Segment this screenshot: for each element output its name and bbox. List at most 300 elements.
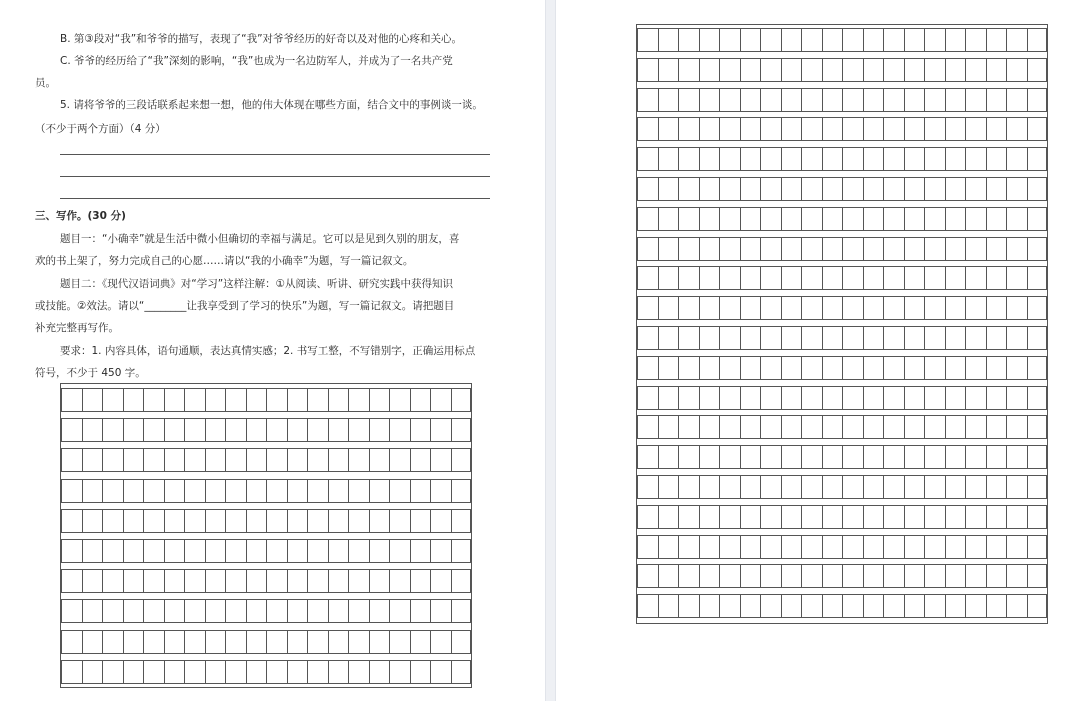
grid-cell[interactable] bbox=[658, 505, 679, 529]
grid-cell[interactable] bbox=[965, 296, 986, 320]
grid-cell[interactable] bbox=[781, 88, 802, 112]
grid-cell[interactable] bbox=[740, 415, 761, 439]
grid-cell[interactable] bbox=[883, 564, 904, 588]
grid-cell[interactable] bbox=[781, 117, 802, 141]
grid-cell[interactable] bbox=[637, 505, 658, 529]
grid-cell[interactable] bbox=[822, 147, 843, 171]
grid-cell[interactable] bbox=[369, 569, 390, 593]
grid-cell[interactable] bbox=[328, 418, 349, 442]
grid-cell[interactable] bbox=[430, 479, 451, 503]
grid-cell[interactable] bbox=[842, 177, 863, 201]
grid-cell[interactable] bbox=[678, 445, 699, 469]
grid-cell[interactable] bbox=[266, 509, 287, 533]
grid-cell[interactable] bbox=[986, 237, 1007, 261]
grid-cell[interactable] bbox=[781, 505, 802, 529]
grid-cell[interactable] bbox=[842, 594, 863, 618]
grid-cell[interactable] bbox=[410, 539, 431, 563]
grid-cell[interactable] bbox=[760, 594, 781, 618]
grid-cell[interactable] bbox=[410, 599, 431, 623]
grid-cell[interactable] bbox=[1006, 117, 1027, 141]
grid-cell[interactable] bbox=[904, 147, 925, 171]
grid-cell[interactable] bbox=[369, 388, 390, 412]
grid-cell[interactable] bbox=[369, 418, 390, 442]
grid-cell[interactable] bbox=[842, 445, 863, 469]
grid-cell[interactable] bbox=[781, 415, 802, 439]
grid-cell[interactable] bbox=[883, 266, 904, 290]
grid-cell[interactable] bbox=[164, 479, 185, 503]
grid-cell[interactable] bbox=[61, 509, 82, 533]
grid-cell[interactable] bbox=[246, 418, 267, 442]
grid-cell[interactable] bbox=[740, 356, 761, 380]
grid-cell[interactable] bbox=[924, 445, 945, 469]
grid-cell[interactable] bbox=[328, 569, 349, 593]
grid-cell[interactable] bbox=[389, 448, 410, 472]
grid-cell[interactable] bbox=[781, 237, 802, 261]
grid-cell[interactable] bbox=[965, 535, 986, 559]
grid-cell[interactable] bbox=[965, 475, 986, 499]
grid-cell[interactable] bbox=[82, 539, 103, 563]
grid-cell[interactable] bbox=[451, 388, 472, 412]
grid-cell[interactable] bbox=[924, 564, 945, 588]
grid-cell[interactable] bbox=[986, 207, 1007, 231]
grid-cell[interactable] bbox=[719, 326, 740, 350]
grid-cell[interactable] bbox=[307, 599, 328, 623]
grid-cell[interactable] bbox=[945, 147, 966, 171]
grid-cell[interactable] bbox=[287, 630, 308, 654]
grid-cell[interactable] bbox=[123, 448, 144, 472]
grid-cell[interactable] bbox=[328, 630, 349, 654]
grid-cell[interactable] bbox=[205, 539, 226, 563]
grid-cell[interactable] bbox=[389, 388, 410, 412]
grid-cell[interactable] bbox=[658, 356, 679, 380]
grid-cell[interactable] bbox=[678, 386, 699, 410]
grid-cell[interactable] bbox=[699, 28, 720, 52]
grid-cell[interactable] bbox=[699, 326, 720, 350]
grid-cell[interactable] bbox=[451, 448, 472, 472]
grid-cell[interactable] bbox=[904, 28, 925, 52]
grid-cell[interactable] bbox=[102, 479, 123, 503]
grid-cell[interactable] bbox=[102, 418, 123, 442]
grid-cell[interactable] bbox=[389, 418, 410, 442]
grid-cell[interactable] bbox=[801, 237, 822, 261]
grid-cell[interactable] bbox=[410, 418, 431, 442]
grid-cell[interactable] bbox=[945, 326, 966, 350]
grid-cell[interactable] bbox=[637, 386, 658, 410]
grid-cell[interactable] bbox=[883, 356, 904, 380]
grid-cell[interactable] bbox=[389, 569, 410, 593]
grid-cell[interactable] bbox=[904, 117, 925, 141]
grid-cell[interactable] bbox=[740, 505, 761, 529]
grid-cell[interactable] bbox=[246, 599, 267, 623]
grid-cell[interactable] bbox=[637, 58, 658, 82]
grid-cell[interactable] bbox=[801, 475, 822, 499]
grid-cell[interactable] bbox=[225, 388, 246, 412]
grid-cell[interactable] bbox=[904, 415, 925, 439]
grid-cell[interactable] bbox=[143, 630, 164, 654]
grid-cell[interactable] bbox=[924, 326, 945, 350]
grid-cell[interactable] bbox=[637, 207, 658, 231]
grid-cell[interactable] bbox=[924, 386, 945, 410]
grid-cell[interactable] bbox=[451, 479, 472, 503]
grid-cell[interactable] bbox=[863, 237, 884, 261]
grid-cell[interactable] bbox=[740, 386, 761, 410]
grid-cell[interactable] bbox=[883, 326, 904, 350]
grid-cell[interactable] bbox=[760, 177, 781, 201]
grid-cell[interactable] bbox=[719, 237, 740, 261]
grid-cell[interactable] bbox=[719, 564, 740, 588]
grid-cell[interactable] bbox=[678, 594, 699, 618]
grid-cell[interactable] bbox=[801, 326, 822, 350]
grid-cell[interactable] bbox=[266, 479, 287, 503]
grid-cell[interactable] bbox=[369, 539, 390, 563]
grid-cell[interactable] bbox=[369, 660, 390, 684]
grid-cell[interactable] bbox=[924, 177, 945, 201]
grid-cell[interactable] bbox=[369, 479, 390, 503]
grid-cell[interactable] bbox=[266, 418, 287, 442]
grid-cell[interactable] bbox=[986, 88, 1007, 112]
grid-cell[interactable] bbox=[801, 296, 822, 320]
grid-cell[interactable] bbox=[246, 630, 267, 654]
grid-cell[interactable] bbox=[678, 535, 699, 559]
grid-cell[interactable] bbox=[904, 88, 925, 112]
grid-cell[interactable] bbox=[822, 207, 843, 231]
grid-cell[interactable] bbox=[801, 356, 822, 380]
grid-cell[interactable] bbox=[348, 660, 369, 684]
grid-cell[interactable] bbox=[822, 505, 843, 529]
grid-cell[interactable] bbox=[143, 599, 164, 623]
grid-cell[interactable] bbox=[863, 266, 884, 290]
grid-cell[interactable] bbox=[924, 266, 945, 290]
grid-cell[interactable] bbox=[822, 296, 843, 320]
grid-cell[interactable] bbox=[924, 475, 945, 499]
grid-cell[interactable] bbox=[164, 539, 185, 563]
grid-cell[interactable] bbox=[451, 660, 472, 684]
grid-cell[interactable] bbox=[719, 28, 740, 52]
grid-cell[interactable] bbox=[863, 356, 884, 380]
grid-cell[interactable] bbox=[102, 539, 123, 563]
grid-cell[interactable] bbox=[924, 58, 945, 82]
grid-cell[interactable] bbox=[719, 266, 740, 290]
grid-cell[interactable] bbox=[719, 58, 740, 82]
grid-cell[interactable] bbox=[883, 237, 904, 261]
grid-cell[interactable] bbox=[430, 599, 451, 623]
grid-cell[interactable] bbox=[266, 539, 287, 563]
grid-cell[interactable] bbox=[678, 415, 699, 439]
grid-cell[interactable] bbox=[246, 388, 267, 412]
grid-cell[interactable] bbox=[945, 296, 966, 320]
grid-cell[interactable] bbox=[123, 630, 144, 654]
grid-cell[interactable] bbox=[719, 207, 740, 231]
grid-cell[interactable] bbox=[760, 28, 781, 52]
grid-cell[interactable] bbox=[945, 564, 966, 588]
grid-cell[interactable] bbox=[658, 564, 679, 588]
grid-cell[interactable] bbox=[863, 505, 884, 529]
grid-cell[interactable] bbox=[287, 418, 308, 442]
grid-cell[interactable] bbox=[61, 448, 82, 472]
grid-cell[interactable] bbox=[678, 177, 699, 201]
grid-cell[interactable] bbox=[842, 326, 863, 350]
grid-cell[interactable] bbox=[699, 147, 720, 171]
grid-cell[interactable] bbox=[658, 147, 679, 171]
grid-cell[interactable] bbox=[822, 58, 843, 82]
grid-cell[interactable] bbox=[965, 147, 986, 171]
grid-cell[interactable] bbox=[945, 58, 966, 82]
grid-cell[interactable] bbox=[123, 388, 144, 412]
grid-cell[interactable] bbox=[1006, 475, 1027, 499]
grid-cell[interactable] bbox=[348, 418, 369, 442]
grid-cell[interactable] bbox=[1006, 326, 1027, 350]
grid-cell[interactable] bbox=[637, 117, 658, 141]
grid-cell[interactable] bbox=[1027, 266, 1048, 290]
grid-cell[interactable] bbox=[924, 415, 945, 439]
grid-cell[interactable] bbox=[1027, 356, 1048, 380]
grid-cell[interactable] bbox=[1006, 564, 1027, 588]
grid-cell[interactable] bbox=[986, 177, 1007, 201]
grid-cell[interactable] bbox=[410, 388, 431, 412]
grid-cell[interactable] bbox=[1006, 207, 1027, 231]
grid-cell[interactable] bbox=[699, 296, 720, 320]
grid-cell[interactable] bbox=[389, 599, 410, 623]
grid-cell[interactable] bbox=[781, 266, 802, 290]
grid-cell[interactable] bbox=[102, 599, 123, 623]
grid-cell[interactable] bbox=[328, 479, 349, 503]
grid-cell[interactable] bbox=[863, 117, 884, 141]
grid-cell[interactable] bbox=[781, 386, 802, 410]
grid-cell[interactable] bbox=[904, 475, 925, 499]
grid-cell[interactable] bbox=[699, 177, 720, 201]
grid-cell[interactable] bbox=[760, 266, 781, 290]
grid-cell[interactable] bbox=[225, 660, 246, 684]
grid-cell[interactable] bbox=[699, 445, 720, 469]
grid-cell[interactable] bbox=[164, 630, 185, 654]
grid-cell[interactable] bbox=[760, 326, 781, 350]
grid-cell[interactable] bbox=[1006, 594, 1027, 618]
grid-cell[interactable] bbox=[61, 418, 82, 442]
grid-cell[interactable] bbox=[760, 505, 781, 529]
grid-cell[interactable] bbox=[781, 296, 802, 320]
grid-cell[interactable] bbox=[883, 415, 904, 439]
grid-cell[interactable] bbox=[430, 630, 451, 654]
grid-cell[interactable] bbox=[678, 296, 699, 320]
grid-cell[interactable] bbox=[389, 539, 410, 563]
grid-cell[interactable] bbox=[246, 509, 267, 533]
grid-cell[interactable] bbox=[863, 28, 884, 52]
grid-cell[interactable] bbox=[307, 569, 328, 593]
grid-cell[interactable] bbox=[1006, 415, 1027, 439]
grid-cell[interactable] bbox=[1027, 535, 1048, 559]
grid-cell[interactable] bbox=[842, 58, 863, 82]
grid-cell[interactable] bbox=[1006, 505, 1027, 529]
grid-cell[interactable] bbox=[719, 475, 740, 499]
grid-cell[interactable] bbox=[842, 415, 863, 439]
grid-cell[interactable] bbox=[883, 58, 904, 82]
grid-cell[interactable] bbox=[781, 147, 802, 171]
grid-cell[interactable] bbox=[699, 88, 720, 112]
grid-cell[interactable] bbox=[740, 207, 761, 231]
grid-cell[interactable] bbox=[842, 296, 863, 320]
grid-cell[interactable] bbox=[801, 505, 822, 529]
grid-cell[interactable] bbox=[822, 117, 843, 141]
grid-cell[interactable] bbox=[205, 660, 226, 684]
grid-cell[interactable] bbox=[184, 388, 205, 412]
grid-cell[interactable] bbox=[740, 535, 761, 559]
grid-cell[interactable] bbox=[740, 58, 761, 82]
grid-cell[interactable] bbox=[801, 177, 822, 201]
grid-cell[interactable] bbox=[410, 660, 431, 684]
grid-cell[interactable] bbox=[801, 535, 822, 559]
grid-cell[interactable] bbox=[307, 660, 328, 684]
grid-cell[interactable] bbox=[740, 117, 761, 141]
grid-cell[interactable] bbox=[842, 237, 863, 261]
grid-cell[interactable] bbox=[740, 266, 761, 290]
grid-cell[interactable] bbox=[822, 266, 843, 290]
grid-cell[interactable] bbox=[883, 296, 904, 320]
grid-cell[interactable] bbox=[740, 564, 761, 588]
grid-cell[interactable] bbox=[430, 448, 451, 472]
grid-cell[interactable] bbox=[637, 356, 658, 380]
grid-cell[interactable] bbox=[740, 88, 761, 112]
grid-cell[interactable] bbox=[965, 117, 986, 141]
grid-cell[interactable] bbox=[904, 564, 925, 588]
grid-cell[interactable] bbox=[658, 535, 679, 559]
grid-cell[interactable] bbox=[164, 660, 185, 684]
grid-cell[interactable] bbox=[658, 207, 679, 231]
grid-cell[interactable] bbox=[842, 207, 863, 231]
grid-cell[interactable] bbox=[822, 475, 843, 499]
grid-cell[interactable] bbox=[1006, 88, 1027, 112]
grid-cell[interactable] bbox=[1027, 415, 1048, 439]
grid-cell[interactable] bbox=[883, 475, 904, 499]
grid-cell[interactable] bbox=[61, 388, 82, 412]
grid-cell[interactable] bbox=[287, 509, 308, 533]
grid-cell[interactable] bbox=[986, 386, 1007, 410]
grid-cell[interactable] bbox=[184, 599, 205, 623]
grid-cell[interactable] bbox=[1006, 356, 1027, 380]
grid-cell[interactable] bbox=[904, 207, 925, 231]
grid-cell[interactable] bbox=[945, 356, 966, 380]
grid-cell[interactable] bbox=[164, 509, 185, 533]
grid-cell[interactable] bbox=[945, 386, 966, 410]
grid-cell[interactable] bbox=[184, 539, 205, 563]
grid-cell[interactable] bbox=[1027, 594, 1048, 618]
grid-cell[interactable] bbox=[924, 147, 945, 171]
grid-cell[interactable] bbox=[801, 117, 822, 141]
grid-cell[interactable] bbox=[82, 599, 103, 623]
grid-cell[interactable] bbox=[225, 448, 246, 472]
grid-cell[interactable] bbox=[1027, 326, 1048, 350]
grid-cell[interactable] bbox=[637, 266, 658, 290]
grid-cell[interactable] bbox=[760, 237, 781, 261]
grid-cell[interactable] bbox=[740, 147, 761, 171]
grid-cell[interactable] bbox=[945, 88, 966, 112]
grid-cell[interactable] bbox=[225, 539, 246, 563]
grid-cell[interactable] bbox=[1027, 177, 1048, 201]
grid-cell[interactable] bbox=[986, 356, 1007, 380]
grid-cell[interactable] bbox=[822, 445, 843, 469]
grid-cell[interactable] bbox=[451, 599, 472, 623]
grid-cell[interactable] bbox=[164, 418, 185, 442]
grid-cell[interactable] bbox=[61, 539, 82, 563]
grid-cell[interactable] bbox=[225, 630, 246, 654]
grid-cell[interactable] bbox=[781, 177, 802, 201]
grid-cell[interactable] bbox=[965, 415, 986, 439]
grid-cell[interactable] bbox=[164, 388, 185, 412]
grid-cell[interactable] bbox=[225, 509, 246, 533]
grid-cell[interactable] bbox=[205, 418, 226, 442]
grid-cell[interactable] bbox=[842, 88, 863, 112]
grid-cell[interactable] bbox=[61, 479, 82, 503]
grid-cell[interactable] bbox=[348, 569, 369, 593]
grid-cell[interactable] bbox=[699, 237, 720, 261]
grid-cell[interactable] bbox=[678, 207, 699, 231]
grid-cell[interactable] bbox=[61, 660, 82, 684]
grid-cell[interactable] bbox=[801, 386, 822, 410]
grid-cell[interactable] bbox=[822, 356, 843, 380]
grid-cell[interactable] bbox=[965, 505, 986, 529]
grid-cell[interactable] bbox=[945, 237, 966, 261]
grid-cell[interactable] bbox=[904, 535, 925, 559]
grid-cell[interactable] bbox=[760, 356, 781, 380]
grid-cell[interactable] bbox=[883, 117, 904, 141]
grid-cell[interactable] bbox=[61, 630, 82, 654]
grid-cell[interactable] bbox=[699, 505, 720, 529]
grid-cell[interactable] bbox=[719, 415, 740, 439]
grid-cell[interactable] bbox=[945, 594, 966, 618]
grid-cell[interactable] bbox=[842, 356, 863, 380]
grid-cell[interactable] bbox=[164, 448, 185, 472]
grid-cell[interactable] bbox=[986, 58, 1007, 82]
grid-cell[interactable] bbox=[678, 505, 699, 529]
grid-cell[interactable] bbox=[184, 660, 205, 684]
grid-cell[interactable] bbox=[658, 386, 679, 410]
grid-cell[interactable] bbox=[781, 535, 802, 559]
grid-cell[interactable] bbox=[123, 599, 144, 623]
grid-cell[interactable] bbox=[719, 356, 740, 380]
grid-cell[interactable] bbox=[1006, 58, 1027, 82]
grid-cell[interactable] bbox=[658, 296, 679, 320]
grid-cell[interactable] bbox=[863, 326, 884, 350]
grid-cell[interactable] bbox=[287, 539, 308, 563]
grid-cell[interactable] bbox=[678, 147, 699, 171]
grid-cell[interactable] bbox=[102, 448, 123, 472]
grid-cell[interactable] bbox=[1027, 445, 1048, 469]
grid-cell[interactable] bbox=[184, 509, 205, 533]
grid-cell[interactable] bbox=[451, 630, 472, 654]
grid-cell[interactable] bbox=[307, 509, 328, 533]
grid-cell[interactable] bbox=[184, 630, 205, 654]
grid-cell[interactable] bbox=[719, 594, 740, 618]
grid-cell[interactable] bbox=[266, 599, 287, 623]
grid-cell[interactable] bbox=[658, 326, 679, 350]
grid-cell[interactable] bbox=[143, 479, 164, 503]
grid-cell[interactable] bbox=[1006, 147, 1027, 171]
grid-cell[interactable] bbox=[924, 117, 945, 141]
grid-cell[interactable] bbox=[965, 266, 986, 290]
grid-cell[interactable] bbox=[184, 479, 205, 503]
grid-cell[interactable] bbox=[123, 539, 144, 563]
grid-cell[interactable] bbox=[863, 415, 884, 439]
grid-cell[interactable] bbox=[822, 88, 843, 112]
grid-cell[interactable] bbox=[82, 630, 103, 654]
grid-cell[interactable] bbox=[678, 326, 699, 350]
grid-cell[interactable] bbox=[369, 630, 390, 654]
grid-cell[interactable] bbox=[760, 117, 781, 141]
grid-cell[interactable] bbox=[143, 509, 164, 533]
grid-cell[interactable] bbox=[904, 237, 925, 261]
grid-cell[interactable] bbox=[82, 388, 103, 412]
grid-cell[interactable] bbox=[904, 386, 925, 410]
grid-cell[interactable] bbox=[760, 58, 781, 82]
